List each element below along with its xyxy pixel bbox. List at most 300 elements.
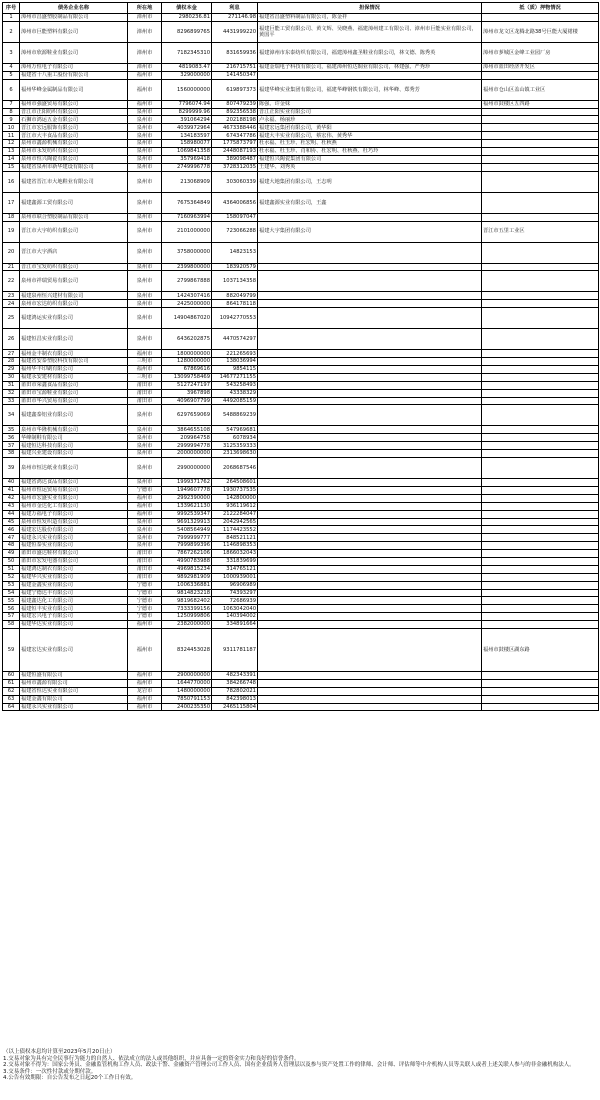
footer-line: 1.交易对象为具有完全民事行为能力的自然人、依法成立的法人或其他组织，并应具备一定的资金实力和良好的信誉条件。	[3, 1055, 300, 1062]
row-principal: 2992390000	[162, 494, 212, 502]
row-interest: 14823153	[212, 242, 258, 263]
row-company: 福州华峰金属制品有限公司	[20, 79, 128, 100]
row-guarantee: 杜水福、杜玉珍、杜宏明、杜秋燕	[258, 140, 482, 148]
row-collateral: 福州市仓山区盖山镇工业区	[482, 79, 599, 100]
row-principal: 3967898	[162, 389, 212, 397]
row-principal: 7675364849	[162, 192, 212, 213]
table-row	[3, 381, 599, 389]
row-no: 23	[3, 292, 20, 300]
row-guarantee	[258, 292, 482, 300]
row-no: 10	[3, 124, 20, 132]
row-guarantee	[258, 373, 482, 381]
row-interest: 4470574297	[212, 329, 258, 350]
table-row	[3, 329, 599, 350]
row-location: 泉州市	[128, 148, 162, 156]
table-row	[3, 163, 599, 171]
row-company: 晋江市正阳纺织有限公司	[20, 108, 128, 116]
row-interest: 202188198	[212, 116, 258, 124]
table-row	[3, 597, 599, 605]
row-location: 泉州市	[128, 242, 162, 263]
row-principal: 4096907799	[162, 397, 212, 405]
row-no: 13	[3, 148, 20, 156]
row-interest: 4492085159	[212, 397, 258, 405]
row-guarantee	[258, 671, 482, 679]
row-location: 福州市	[128, 100, 162, 108]
table-row	[3, 213, 599, 221]
row-no: 51	[3, 565, 20, 573]
row-principal: 7999999777	[162, 534, 212, 542]
row-company: 泉州市恒达纸业有限公司	[20, 458, 128, 479]
row-principal: 329000000	[162, 71, 212, 79]
row-guarantee	[258, 450, 482, 458]
row-collateral	[482, 148, 599, 156]
row-guarantee	[258, 679, 482, 687]
row-principal: 8296899765	[162, 21, 212, 42]
table-row	[3, 100, 599, 108]
row-location: 福州市	[128, 510, 162, 518]
row-principal: 134183597	[162, 132, 212, 140]
row-principal: 7160963994	[162, 213, 212, 221]
row-no: 11	[3, 132, 20, 140]
row-company: 泉州市宏达纺织有限公司	[20, 300, 128, 308]
row-guarantee: 福建恒兴陶瓷集团有限公司	[258, 155, 482, 163]
table-row	[3, 494, 599, 502]
row-guarantee: 卢永福、杨丽珍	[258, 116, 482, 124]
row-principal: 2990000000	[162, 458, 212, 479]
header-location: 所在地	[128, 3, 162, 14]
row-interest: 183920579	[212, 263, 258, 271]
row-no: 24	[3, 300, 20, 308]
row-collateral	[482, 140, 599, 148]
row-guarantee	[258, 358, 482, 366]
table-row	[3, 116, 599, 124]
table-row	[3, 458, 599, 479]
row-principal: 7182345310	[162, 42, 212, 63]
row-interest: 3125359333	[212, 442, 258, 450]
table-row	[3, 108, 599, 116]
row-principal: 1006336881	[162, 581, 212, 589]
table-row	[3, 71, 599, 79]
row-interest: 314765121	[212, 565, 258, 573]
row-location: 福州市	[128, 79, 162, 100]
row-location: 泉州市	[128, 213, 162, 221]
row-principal: 2999994778	[162, 442, 212, 450]
row-principal: 7850791153	[162, 695, 212, 703]
row-no: 63	[3, 695, 20, 703]
row-company: 福建鑫源工贸有限公司	[20, 192, 128, 213]
row-company: 福建万福电子有限公司	[20, 510, 128, 518]
row-collateral	[482, 163, 599, 171]
table-row	[3, 557, 599, 565]
table-row	[3, 486, 599, 494]
row-no: 37	[3, 442, 20, 450]
row-guarantee	[258, 263, 482, 271]
row-interest: 334891664	[212, 621, 258, 629]
table-row	[3, 542, 599, 550]
row-company: 石狮市鸿运五金有限公司	[20, 116, 128, 124]
row-guarantee: 陈强、许金妹	[258, 100, 482, 108]
table-row	[3, 263, 599, 271]
row-location: 泉州市	[128, 426, 162, 434]
row-principal: 5127247197	[162, 381, 212, 389]
row-location: 宁德市	[128, 581, 162, 589]
table-row	[3, 426, 599, 434]
row-location: 漳州市	[128, 14, 162, 22]
row-collateral	[482, 329, 599, 350]
row-collateral	[482, 397, 599, 405]
row-no: 22	[3, 271, 20, 292]
row-interest: 1174423552	[212, 526, 258, 534]
row-collateral	[482, 671, 599, 679]
row-company: 福建宏达实业有限公司	[20, 628, 128, 671]
row-location: 莆田市	[128, 389, 162, 397]
row-collateral	[482, 192, 599, 213]
row-interest: 723066288	[212, 221, 258, 242]
row-collateral	[482, 14, 599, 22]
row-no: 33	[3, 397, 20, 405]
row-principal: 7333399156	[162, 605, 212, 613]
row-location: 三明市	[128, 358, 162, 366]
table-row	[3, 242, 599, 263]
row-company: 泉州市恒兴陶瓷有限公司	[20, 155, 128, 163]
row-interest: 842398013	[212, 695, 258, 703]
row-location: 莆田市	[128, 381, 162, 389]
row-principal: 6297659069	[162, 405, 212, 426]
row-guarantee	[258, 308, 482, 329]
row-collateral	[482, 534, 599, 542]
row-collateral	[482, 116, 599, 124]
row-company: 晋江市宝发纺织有限公司	[20, 263, 128, 271]
table-row	[3, 140, 599, 148]
row-interest: 1930737535	[212, 486, 258, 494]
row-guarantee	[258, 405, 482, 426]
row-no: 59	[3, 628, 20, 671]
row-collateral	[482, 132, 599, 140]
row-collateral	[482, 550, 599, 558]
row-no: 4	[3, 63, 20, 71]
table-row	[3, 221, 599, 242]
row-collateral: 福州市鼓楼区湖东路	[482, 628, 599, 671]
table-row	[3, 132, 599, 140]
row-no: 25	[3, 308, 20, 329]
row-location: 泉州市	[128, 124, 162, 132]
row-collateral	[482, 242, 599, 263]
row-interest: 271146.98	[212, 14, 258, 22]
table-row	[3, 695, 599, 703]
table-row	[3, 171, 599, 192]
row-collateral: 福州市鼓楼区五四路	[482, 100, 599, 108]
row-guarantee: 杜水福、杜玉珍、肖和协、杜宏明、杜秋燕、杜巧玲	[258, 148, 482, 156]
row-no: 14	[3, 155, 20, 163]
row-principal: 2399800000	[162, 263, 212, 271]
footer-line: 3.交易条件：一次性付款或分期付款。	[3, 1068, 97, 1075]
row-interest: 141450347	[212, 71, 258, 79]
row-company: 福州金丰制衣有限公司	[20, 350, 128, 358]
row-principal: 1949607778	[162, 486, 212, 494]
header-company: 债务企业名称	[20, 3, 128, 14]
row-guarantee	[258, 589, 482, 597]
row-principal: 1339621130	[162, 502, 212, 510]
table-row	[3, 628, 599, 671]
row-interest: 72686939	[212, 597, 258, 605]
row-location: 福州市	[128, 350, 162, 358]
row-guarantee	[258, 397, 482, 405]
row-interest: 216715751	[212, 63, 258, 71]
row-interest: 2313698630	[212, 450, 258, 458]
row-principal: 1069841358	[162, 148, 212, 156]
footer-line: 4.公告有效期限：自公告发布之日起20个工作日有效。	[3, 1075, 137, 1082]
row-location: 福州市	[128, 628, 162, 671]
table-row	[3, 703, 599, 711]
row-interest: 303060339	[212, 171, 258, 192]
table-row	[3, 79, 599, 100]
row-guarantee	[258, 479, 482, 487]
row-interest: 1037134358	[212, 271, 258, 292]
header-collateral: 抵（质）押物情况	[482, 3, 599, 14]
row-guarantee	[258, 534, 482, 542]
row-collateral	[482, 695, 599, 703]
row-principal: 2400235350	[162, 703, 212, 711]
row-no: 3	[3, 42, 20, 63]
row-company: 福建省鸿达食品有限公司	[20, 479, 128, 487]
row-guarantee: 福建大地集团有限公司，王志明	[258, 171, 482, 192]
row-location: 泉州市	[128, 155, 162, 163]
row-location: 福州市	[128, 494, 162, 502]
row-company: 泉州市鑫源机械有限公司	[20, 140, 128, 148]
row-principal: 7796074.94	[162, 100, 212, 108]
row-principal: 213068909	[162, 171, 212, 192]
row-location: 龙岩市	[128, 687, 162, 695]
row-location: 泉州市	[128, 292, 162, 300]
row-principal: 2980236.81	[162, 14, 212, 22]
row-company: 漳州万恒电子有限公司	[20, 63, 128, 71]
row-interest: 892356538	[212, 108, 258, 116]
row-company: 福建恒丰实业有限公司	[20, 605, 128, 613]
row-principal: 2382000000	[162, 621, 212, 629]
row-principal: 4819083.47	[162, 63, 212, 71]
row-interest: 1063042040	[212, 605, 258, 613]
table-row	[3, 518, 599, 526]
row-no: 44	[3, 510, 20, 518]
row-interest: 619897373	[212, 79, 258, 100]
row-collateral	[482, 263, 599, 271]
row-no: 27	[3, 350, 20, 358]
row-no: 15	[3, 163, 20, 171]
table-row	[3, 679, 599, 687]
row-guarantee	[258, 329, 482, 350]
footer-notes	[3, 1049, 597, 1082]
row-guarantee	[258, 486, 482, 494]
row-guarantee: 福建金瑞电子科技有限公司，福建漳州恒达铜业有限公司，林建强、严秀珍	[258, 63, 482, 71]
row-interest: 2465115804	[212, 703, 258, 711]
row-no: 61	[3, 679, 20, 687]
row-location: 莆田市	[128, 557, 162, 565]
row-interest: 140394002	[212, 613, 258, 621]
row-collateral	[482, 581, 599, 589]
row-company: 福建华达实业有限公司	[20, 621, 128, 629]
row-interest: 482343391	[212, 671, 258, 679]
row-principal: 3864655108	[162, 426, 212, 434]
row-guarantee	[258, 494, 482, 502]
table-row	[3, 621, 599, 629]
row-principal: 158980077	[162, 140, 212, 148]
table-row	[3, 358, 599, 366]
row-collateral	[482, 510, 599, 518]
row-guarantee: 福建省昌盛塑料制品有限公司，陈金祥	[258, 14, 482, 22]
row-collateral	[482, 213, 599, 221]
row-no: 48	[3, 542, 20, 550]
row-company: 福建泉州恒兴建材有限公司	[20, 292, 128, 300]
table-row	[3, 300, 599, 308]
row-guarantee	[258, 510, 482, 518]
row-principal: 8324453028	[162, 628, 212, 671]
row-principal: 2000000000	[162, 450, 212, 458]
row-location: 漳州市	[128, 42, 162, 63]
row-principal: 9992539347	[162, 510, 212, 518]
row-guarantee	[258, 605, 482, 613]
row-no: 12	[3, 140, 20, 148]
row-company: 莆田市盛达鞋材有限公司	[20, 550, 128, 558]
table-row	[3, 671, 599, 679]
table-row	[3, 397, 599, 405]
row-company: 福建恒达科技有限公司	[20, 442, 128, 450]
row-company: 漳州市欣源鞋业有限公司	[20, 42, 128, 63]
table-row	[3, 550, 599, 558]
row-interest: 43338329	[212, 389, 258, 397]
row-location: 福州市	[128, 671, 162, 679]
row-no: 26	[3, 329, 20, 350]
row-interest: 1775873797	[212, 140, 258, 148]
row-location: 莆田市	[128, 550, 162, 558]
row-location: 泉州市	[128, 108, 162, 116]
row-no: 40	[3, 479, 20, 487]
row-collateral	[482, 350, 599, 358]
row-guarantee	[258, 271, 482, 292]
row-location: 漳州市	[128, 21, 162, 42]
row-interest: 936119612	[212, 502, 258, 510]
row-principal: 9819682402	[162, 597, 212, 605]
row-interest: 9311781187	[212, 628, 258, 671]
row-no: 35	[3, 426, 20, 434]
row-interest: 3728312035	[212, 163, 258, 171]
row-guarantee: 福建巨能工贸有限公司、黄文辉、吴晓燕、福建漳州建工有限公司、漳州市巨能实业有限公司，黄国平	[258, 21, 482, 42]
row-location: 莆田市	[128, 397, 162, 405]
table-row	[3, 589, 599, 597]
row-location: 泉州市	[128, 271, 162, 292]
row-principal: 4969815234	[162, 565, 212, 573]
row-no: 54	[3, 589, 20, 597]
footer-line: 2.交易对象不得为：国家公务员、金融监管机构工作人员、政法干警、金融资产管理公司工作人员、国有企业债务人管理层以及参与资产处置工作的律师、会计师、评估师等中介机构人员等关联人或者上述关联人参与的非金融机构法人。	[3, 1062, 575, 1069]
row-guarantee	[258, 687, 482, 695]
row-guarantee	[258, 458, 482, 479]
row-location: 泉州市	[128, 263, 162, 271]
row-principal: 1480000000	[162, 687, 212, 695]
table-row	[3, 405, 599, 426]
row-guarantee	[258, 389, 482, 397]
row-company: 福州市恒运贸易有限公司	[20, 486, 128, 494]
row-guarantee	[258, 71, 482, 79]
row-guarantee: 福建大宇集团有限公司	[258, 221, 482, 242]
table-header-row	[3, 3, 599, 14]
row-collateral	[482, 458, 599, 479]
table-row	[3, 124, 599, 132]
row-no: 16	[3, 171, 20, 192]
row-principal: 357969418	[162, 155, 212, 163]
row-no: 28	[3, 358, 20, 366]
row-guarantee: 王建华、刘秀英	[258, 163, 482, 171]
row-location: 泉州市	[128, 442, 162, 450]
row-location: 三明市	[128, 373, 162, 381]
row-company: 泉州市华隆机械有限公司	[20, 426, 128, 434]
row-company: 福建宁德达丰有限公司	[20, 589, 128, 597]
row-guarantee: 福建漳州市东泰纺织有限公司，福建漳州鑫圣鞋业有限公司，林文德、陈秀英	[258, 42, 482, 63]
table-row	[3, 350, 599, 358]
row-principal: 9691329913	[162, 518, 212, 526]
row-location: 泉州市	[128, 163, 162, 171]
row-guarantee	[258, 628, 482, 671]
row-no: 21	[3, 263, 20, 271]
row-location: 泉州市	[128, 221, 162, 242]
row-location: 泉州市	[128, 132, 162, 140]
row-company: 福建宏兴电子有限公司	[20, 613, 128, 621]
table-row	[3, 434, 599, 442]
row-interest: 782802021	[212, 687, 258, 695]
row-location: 莆田市	[128, 565, 162, 573]
row-no: 41	[3, 486, 20, 494]
row-no: 53	[3, 581, 20, 589]
row-guarantee	[258, 426, 482, 434]
table-row	[3, 502, 599, 510]
row-company: 福建永兴实业有限公司	[20, 703, 128, 711]
row-collateral	[482, 542, 599, 550]
row-no: 47	[3, 534, 20, 542]
table-row	[3, 21, 599, 42]
row-guarantee: 晋江正阳实业有限公司	[258, 108, 482, 116]
row-company: 华峰制鞋有限公司	[20, 434, 128, 442]
table-row	[3, 366, 599, 374]
row-no: 36	[3, 434, 20, 442]
row-interest: 74393297	[212, 589, 258, 597]
table-row	[3, 389, 599, 397]
row-guarantee	[258, 434, 482, 442]
row-collateral	[482, 573, 599, 581]
table-row	[3, 526, 599, 534]
row-company: 泉州市祥瑞贸易有限公司	[20, 271, 128, 292]
row-no: 58	[3, 621, 20, 629]
row-interest: 14677271155	[212, 373, 258, 381]
header-guarantee: 担保情况	[258, 3, 482, 14]
row-guarantee	[258, 703, 482, 711]
row-guarantee	[258, 242, 482, 263]
row-company: 福建省十八重工股份有限公司	[20, 71, 128, 79]
table-row	[3, 450, 599, 458]
row-principal: 1800000000	[162, 350, 212, 358]
row-collateral	[482, 679, 599, 687]
row-company: 莆田市宝源鞋业有限公司	[20, 389, 128, 397]
table-row	[3, 479, 599, 487]
row-company: 漳州市昌盛塑胶制品有限公司	[20, 14, 128, 22]
row-no: 19	[3, 221, 20, 242]
row-principal: 8299999.96	[162, 108, 212, 116]
row-interest: 264508601	[212, 479, 258, 487]
row-guarantee	[258, 213, 482, 221]
row-collateral	[482, 442, 599, 450]
row-interest: 10942770553	[212, 308, 258, 329]
row-location: 宁德市	[128, 597, 162, 605]
row-collateral	[482, 434, 599, 442]
row-location: 泉州市	[128, 140, 162, 148]
row-no: 60	[3, 671, 20, 679]
